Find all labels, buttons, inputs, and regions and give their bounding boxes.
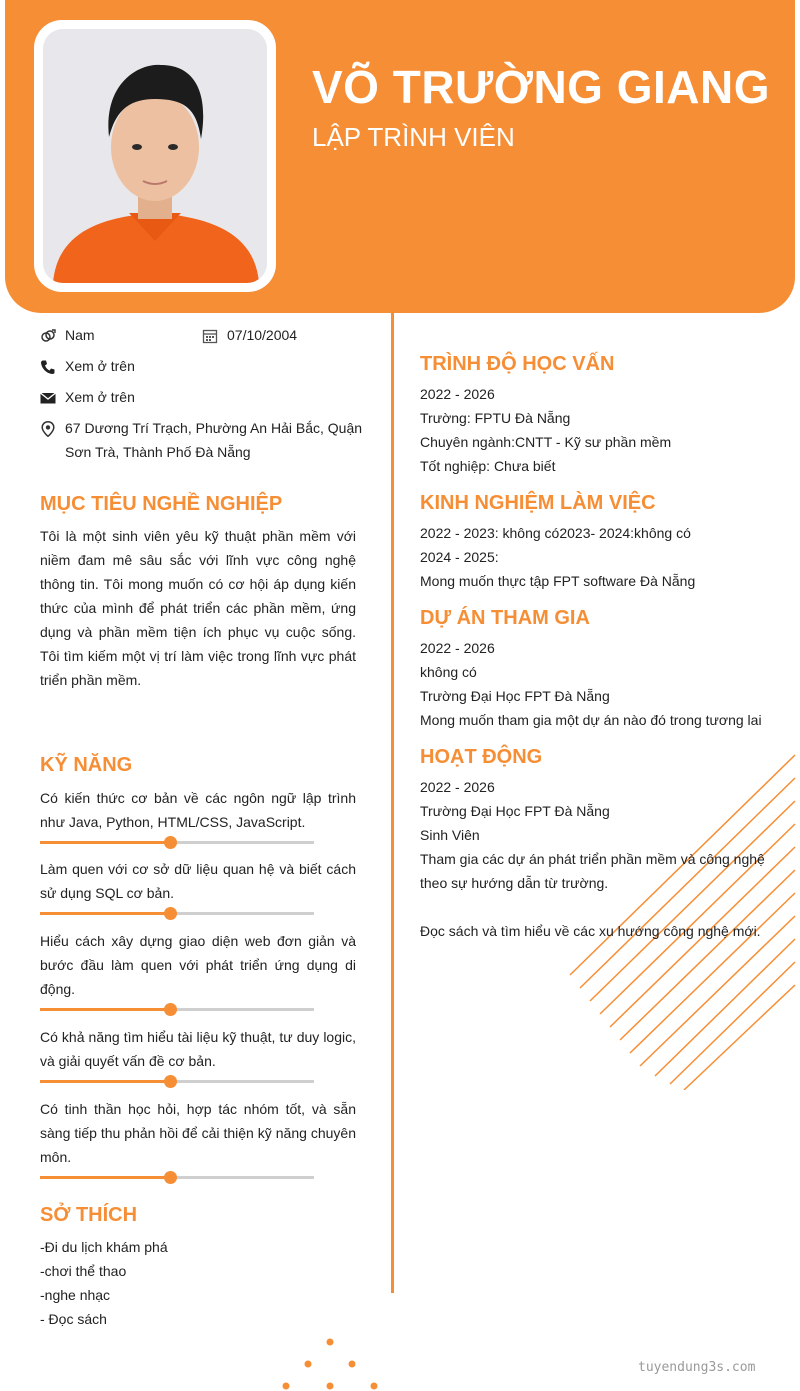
- objective-title: MỤC TIÊU NGHỀ NGHIỆP: [40, 493, 283, 515]
- experience-line: 2022 - 2023: không có2023- 2024:không có: [420, 525, 691, 541]
- skill-level-knob: [164, 1075, 177, 1088]
- candidate-name: VÕ TRƯỜNG GIANG: [312, 61, 771, 113]
- skill-level-bar: [40, 1008, 314, 1011]
- experience-title: KINH NGHIỆM LÀM VIỆC: [420, 492, 656, 514]
- objective-text: Tôi là một sinh viên yêu kỹ thuật phần mềm với niềm đam mê sâu sắc với lĩnh vực công nghệ thông tin. Tôi mong muốn có cơ hội áp dụng kiến thức của mình để phát triển các phần mềm, ứng dụng và phần mềm tiện ích phục vụ cuộc sống. Tôi tìm kiếm một vị trí làm việc trong lĩnh vực phát triển phần mềm.: [40, 528, 356, 688]
- education-line: 2022 - 2026: [420, 386, 495, 402]
- skill-level-fill: [40, 841, 170, 844]
- activities-title: HOẠT ĐỘNG: [420, 746, 543, 768]
- email-value: Xem ở trên: [65, 389, 135, 405]
- gender-row: [40, 323, 190, 347]
- skill-item-text: Làm quen với cơ sở dữ liệu quan hệ và biết cách sử dụng SQL cơ bản.: [40, 861, 356, 901]
- candidate-role: LẬP TRÌNH VIÊN: [312, 122, 515, 152]
- hobby-item: - Đọc sách: [40, 1311, 107, 1327]
- activity-line: Đọc sách và tìm hiểu về các xu hướng công nghệ mới.: [420, 923, 761, 939]
- hobby-item: -chơi thể thao: [40, 1263, 127, 1279]
- skill-level-knob: [164, 836, 177, 849]
- experience-line: Mong muốn thực tập FPT software Đà Nẵng: [420, 573, 696, 589]
- education-line: Chuyên ngành:CNTT - Kỹ sư phần mềm: [420, 434, 672, 450]
- activity-line: Tham gia các dự án phát triển phần mềm và công nghệ: [420, 851, 765, 867]
- project-line: không có: [420, 664, 477, 680]
- project-line: Trường Đại Học FPT Đà Nẵng: [420, 688, 610, 704]
- education-title: TRÌNH ĐỘ HỌC VẤN: [420, 353, 615, 375]
- phone-row: [40, 354, 340, 378]
- skill-level-fill: [40, 1008, 170, 1011]
- email-row: [40, 385, 340, 409]
- dots-decoration: [278, 1334, 388, 1391]
- skill-level-knob: [164, 1171, 177, 1184]
- project-line: Mong muốn tham gia một dự án nào đó trong tương lai: [420, 712, 762, 728]
- activity-line: 2022 - 2026: [420, 779, 495, 795]
- skill-level-bar: [40, 1176, 314, 1179]
- gender-value: Nam: [65, 327, 95, 343]
- skill-item-text: Có khả năng tìm hiểu tài liệu kỹ thuật, tư duy logic, và giải quyết vấn đề cơ bản.: [40, 1029, 356, 1069]
- profile-photo: [43, 29, 267, 283]
- activity-line: theo sự hướng dẫn từ trường.: [420, 875, 609, 891]
- skill-level-fill: [40, 912, 170, 915]
- activity-line: Trường Đại Học FPT Đà Nẵng: [420, 803, 610, 819]
- activity-line: Sinh Viên: [420, 827, 480, 843]
- birthday-value: 07/10/2004: [227, 327, 298, 343]
- location-pin-icon: [40, 420, 56, 436]
- profile-photo-frame: [34, 20, 276, 292]
- watermark: tuyendung3s.com: [638, 1360, 756, 1375]
- skills-title: KỸ NĂNG: [40, 754, 133, 776]
- experience-line: 2024 - 2025:: [420, 549, 499, 565]
- skill-level-fill: [40, 1080, 170, 1083]
- skill-item-text: Hiểu cách xây dựng giao diện web đơn giản và bước đầu làm quen với phát triển ứng dụng di động.: [40, 933, 356, 997]
- address-value: 67 Dương Trí Trạch, Phường An Hải Bắc, Quận Sơn Trà, Thành Phố Đà Nẵng: [65, 420, 363, 460]
- skill-level-knob: [164, 907, 177, 920]
- column-divider: [391, 313, 394, 1293]
- birthday-row: [202, 323, 352, 347]
- hobby-item: -nghe nhạc: [40, 1287, 111, 1303]
- skill-item-text: Có kiến thức cơ bản về các ngôn ngữ lập trình như Java, Python, HTML/CSS, JavaScript.: [40, 790, 356, 830]
- skill-item-text: Có tinh thần học hỏi, hợp tác nhóm tốt, và sẵn sàng tiếp thu phản hồi để cải thiện kỹ năng chuyên môn.: [40, 1101, 356, 1165]
- hobby-item: -Đi du lịch khám phá: [40, 1239, 168, 1255]
- education-line: Tốt nghiệp: Chưa biết: [420, 458, 556, 474]
- mail-icon: [40, 389, 56, 405]
- skill-level-bar: [40, 1080, 314, 1083]
- projects-title: DỰ ÁN THAM GIA: [420, 607, 590, 629]
- skill-level-bar: [40, 841, 314, 844]
- skill-level-fill: [40, 1176, 170, 1179]
- phone-value: Xem ở trên: [65, 358, 135, 374]
- skill-level-bar: [40, 912, 314, 915]
- calendar-icon: [202, 327, 218, 343]
- gender-icon: [40, 327, 56, 343]
- hobbies-title: SỞ THÍCH: [40, 1204, 138, 1226]
- education-line: Trường: FPTU Đà Nẵng: [420, 410, 571, 426]
- skill-level-knob: [164, 1003, 177, 1016]
- address-row: [40, 416, 390, 464]
- project-line: 2022 - 2026: [420, 640, 495, 656]
- phone-icon: [40, 358, 56, 374]
